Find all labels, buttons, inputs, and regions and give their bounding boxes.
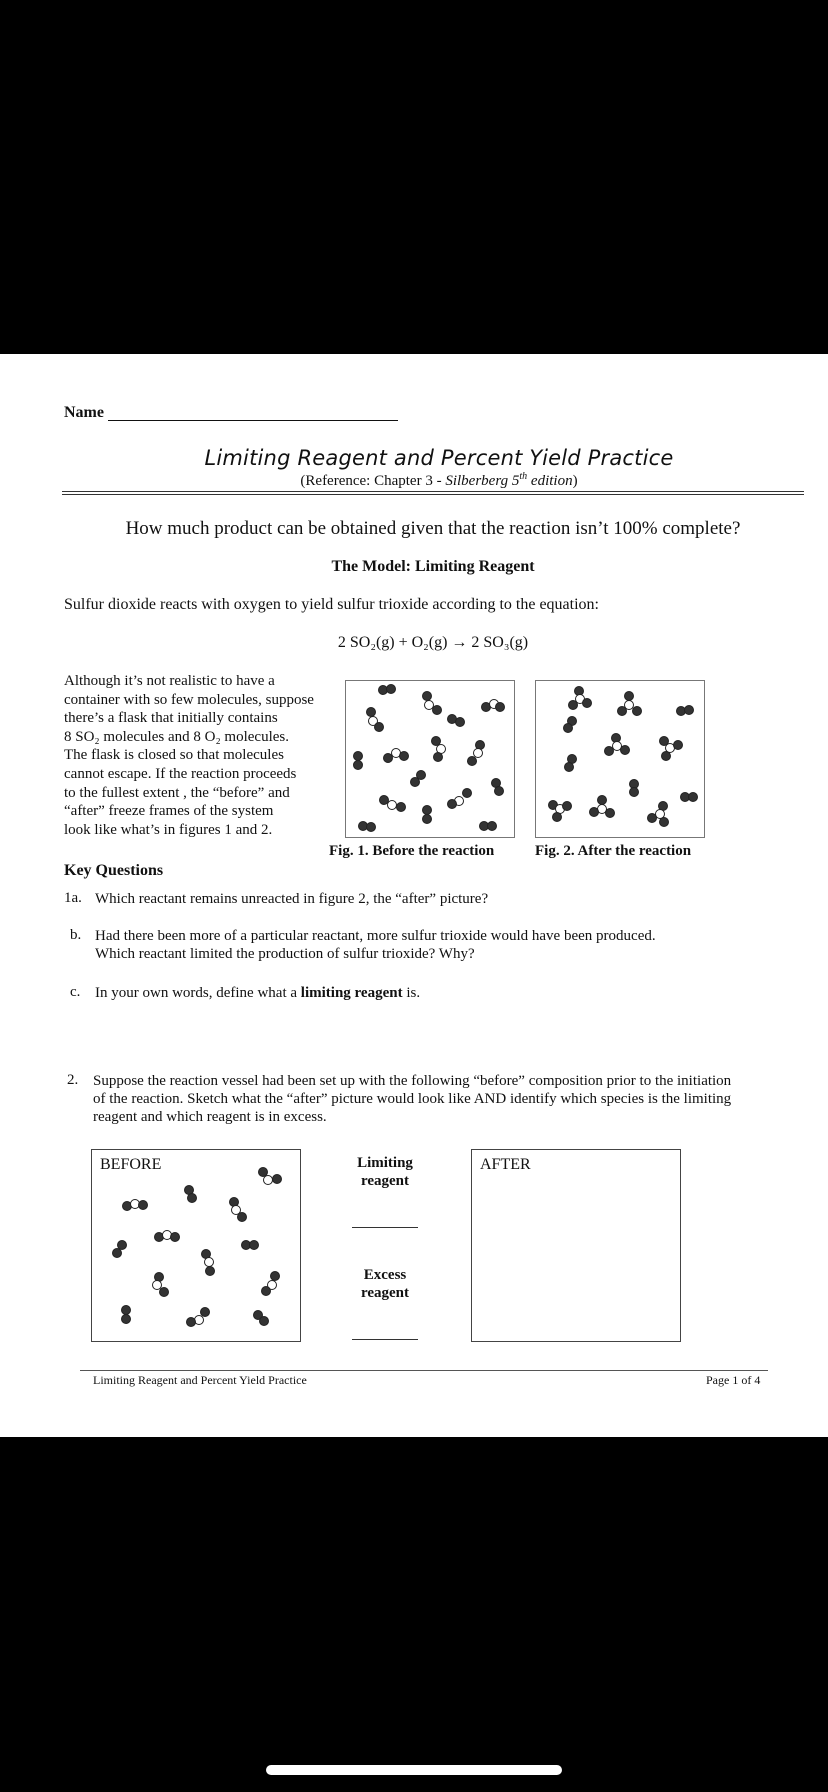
paragraph-line: there’s a flask that initially contains	[64, 710, 278, 727]
so2-molecule-icon	[432, 737, 446, 762]
so2-molecule-icon	[262, 1272, 280, 1296]
limiting-reagent-label: Limiting reagent	[357, 1155, 413, 1189]
paragraph-line: The flask is closed so that molecules	[64, 747, 284, 764]
paragraph-line: look like what’s in figures 1 and 2.	[64, 821, 273, 838]
so2-molecule-icon	[367, 708, 384, 732]
o2-molecule-icon	[630, 780, 639, 797]
so2-molecule-icon	[259, 1168, 282, 1185]
before-box	[91, 1149, 301, 1342]
o2-molecule-icon	[423, 806, 432, 824]
o2-molecule-icon	[480, 822, 497, 831]
so2-molecule-icon	[153, 1273, 169, 1297]
o2-molecule-icon	[681, 793, 698, 802]
o2-molecule-icon	[359, 822, 376, 832]
reference-line: (Reference: Chapter 3 - Silberberg 5th edition)	[300, 471, 578, 489]
so2-molecule-icon	[155, 1231, 180, 1242]
o2-molecule-icon	[564, 717, 577, 733]
after-label: AFTER	[480, 1156, 531, 1173]
guiding-question: How much product can be obtained given that the reaction isn’t 100% complete?	[125, 518, 741, 539]
o2-molecule-icon	[122, 1306, 131, 1324]
intro-statement: Sulfur dioxide reacts with oxygen to yield sulfur trioxide according to the equation:	[64, 596, 599, 613]
worksheet-page	[0, 354, 828, 1437]
footer-rule	[80, 1370, 768, 1371]
chemical-equation: 2 SO₂(g) + O₂(g) → 2 SO₃(g)	[337, 634, 529, 651]
header-rule	[62, 491, 804, 492]
paragraph-line: container with so few molecules, suppose	[64, 691, 314, 708]
o2-molecule-icon	[254, 1311, 269, 1326]
so2-molecule-icon	[384, 749, 409, 763]
so2-molecule-icon	[230, 1198, 247, 1222]
name-blank[interactable]	[108, 420, 398, 421]
o2-molecule-icon	[185, 1186, 197, 1203]
question-1c-text: In your own words, define what a limiting reagent is.	[95, 985, 421, 1001]
so2-molecule-icon	[448, 789, 472, 809]
so2-molecule-icon	[482, 700, 505, 712]
name-label: Name	[64, 404, 104, 421]
figure-2-molecules	[536, 681, 704, 837]
o2-molecule-icon	[379, 685, 396, 695]
paragraph-line: “after” freeze frames of the system	[64, 803, 274, 820]
question-1a-number: 1a.	[64, 890, 82, 906]
home-indicator[interactable]	[266, 1765, 562, 1775]
so2-molecule-icon	[468, 741, 485, 766]
o2-molecule-icon	[492, 779, 504, 796]
model-heading: The Model: Limiting Reagent	[331, 558, 535, 575]
paragraph-line: 8 SO₂ molecules and 8 O₂ molecules.	[64, 728, 289, 745]
question-2-number: 2.	[67, 1072, 79, 1088]
figure-2-caption: Fig. 2. After the reaction	[535, 843, 692, 859]
header-rule	[62, 494, 804, 495]
so3-molecule-icon	[605, 734, 630, 756]
limiting-reagent-blank[interactable]	[352, 1227, 418, 1228]
question-1a-text: Which reactant remains unreacted in figure 2, the “after” picture?	[95, 891, 489, 907]
so2-molecule-icon	[380, 796, 406, 812]
so2-molecule-icon	[123, 1200, 148, 1211]
paragraph-line: Although it’s not realistic to have a	[64, 673, 275, 689]
figure-1-molecules	[346, 681, 514, 837]
key-questions-heading: Key Questions	[64, 862, 164, 879]
so2-molecule-icon	[202, 1250, 215, 1276]
limiting-reagent-term: limiting reagent	[300, 985, 403, 1001]
o2-molecule-icon	[448, 715, 465, 727]
o2-molecule-icon	[354, 752, 363, 770]
excess-reagent-label: Excess reagent	[360, 1267, 410, 1301]
page-title: Limiting Reagent and Percent Yield Practice	[204, 446, 674, 470]
figure-1-caption: Fig. 1. Before the reaction	[329, 843, 495, 859]
question-1b-number: b.	[70, 927, 82, 943]
excess-reagent-blank[interactable]	[352, 1339, 418, 1340]
before-molecules	[92, 1150, 300, 1341]
so3-molecule-icon	[569, 687, 592, 710]
footer-title: Limiting Reagent and Percent Yield Practice	[93, 1373, 307, 1387]
o2-molecule-icon	[411, 771, 426, 787]
figure-1-before-box	[345, 680, 515, 838]
o2-molecule-icon	[565, 755, 577, 772]
paragraph-line: cannot escape. If the reaction proceeds	[64, 765, 297, 782]
so3-molecule-icon	[648, 802, 669, 827]
o2-molecule-icon	[242, 1241, 259, 1250]
question-2-text: Suppose the reaction vessel had been set up with the following “before” composition prior to the initiation of the reaction. Sketch what the “after” picture would look like AND identify which species is the limiting reagent and which reagent is in excess.	[93, 1073, 732, 1125]
so3-molecule-icon	[618, 692, 642, 716]
before-label: BEFORE	[100, 1156, 162, 1173]
paragraph-line: to the fullest extent , the “before” and	[64, 784, 290, 801]
so3-molecule-icon	[549, 801, 572, 822]
after-sketch-box[interactable]	[471, 1149, 681, 1342]
o2-molecule-icon	[113, 1241, 127, 1258]
scenario-paragraph	[64, 672, 354, 839]
so3-molecule-icon	[660, 737, 683, 761]
so2-molecule-icon	[187, 1308, 210, 1327]
so3-molecule-icon	[590, 796, 615, 818]
page-number: Page 1 of 4	[706, 1373, 761, 1387]
figure-2-after-box	[535, 680, 705, 838]
question-1b-text: Had there been more of a particular reactant, more sulfur trioxide would have been produced. Which reactant limited the production of sulfur trioxide? Why?	[95, 928, 656, 962]
o2-molecule-icon	[677, 706, 694, 716]
so2-molecule-icon	[423, 692, 442, 715]
question-1c-number: c.	[70, 984, 81, 1000]
